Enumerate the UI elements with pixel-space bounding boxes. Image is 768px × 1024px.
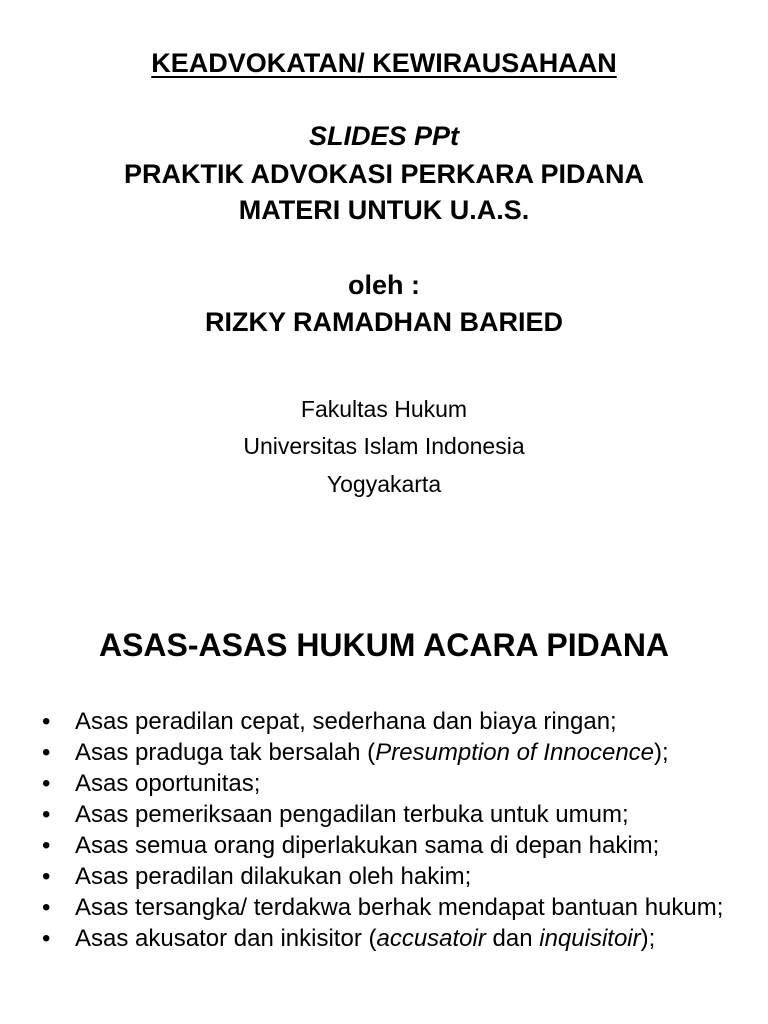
list-item: • Asas akusator dan inkisitor (accusatoir dan inquisitoir); — [42, 925, 656, 952]
presentation-title-line1: PRAKTIK ADVOKASI PERKARA PIDANA — [123, 159, 645, 189]
bullet-icon: • — [42, 925, 51, 952]
author-name: RIZKY RAMADHAN BARIED — [204, 307, 563, 337]
city: Yogyakarta — [326, 471, 442, 497]
faculty: Fakultas Hukum — [300, 396, 468, 422]
by-label: oleh : — [348, 270, 420, 300]
list-item: • Asas tersangka/ terdakwa berhak mendapat bantuan hukum; — [42, 894, 724, 921]
presentation-title-line2: MATERI UNTUK U.A.S. — [238, 195, 530, 225]
bullet-icon: • — [42, 739, 51, 766]
list-item: • Asas peradilan cepat, sederhana dan biaya ringan; — [42, 708, 617, 735]
list-item: • Asas oportunitas; — [42, 770, 261, 797]
list-item: • Asas pemeriksaan pengadilan terbuka untuk umum; — [42, 801, 629, 828]
slides-subtitle: SLIDES PPt — [308, 121, 460, 151]
bullet-icon: • — [42, 863, 51, 890]
list-item: • Asas semua orang diperlakukan sama di depan hakim; — [42, 832, 660, 859]
university: Universitas Islam Indonesia — [243, 433, 525, 459]
bullet-icon: • — [42, 894, 51, 921]
bullet-icon: • — [42, 770, 51, 797]
course-title: KEADVOKATAN/ KEWIRAUSAHAAN — [151, 48, 617, 78]
bullet-icon: • — [42, 708, 51, 735]
bullet-icon: • — [42, 801, 51, 828]
list-item: • Asas peradilan dilakukan oleh hakim; — [42, 863, 472, 890]
principles-list — [40, 709, 750, 957]
section-title: ASAS-ASAS HUKUM ACARA PIDANA — [98, 627, 670, 663]
bullet-icon: • — [42, 832, 51, 859]
list-item: • Asas praduga tak bersalah (Presumption of Innocence); — [42, 739, 669, 766]
